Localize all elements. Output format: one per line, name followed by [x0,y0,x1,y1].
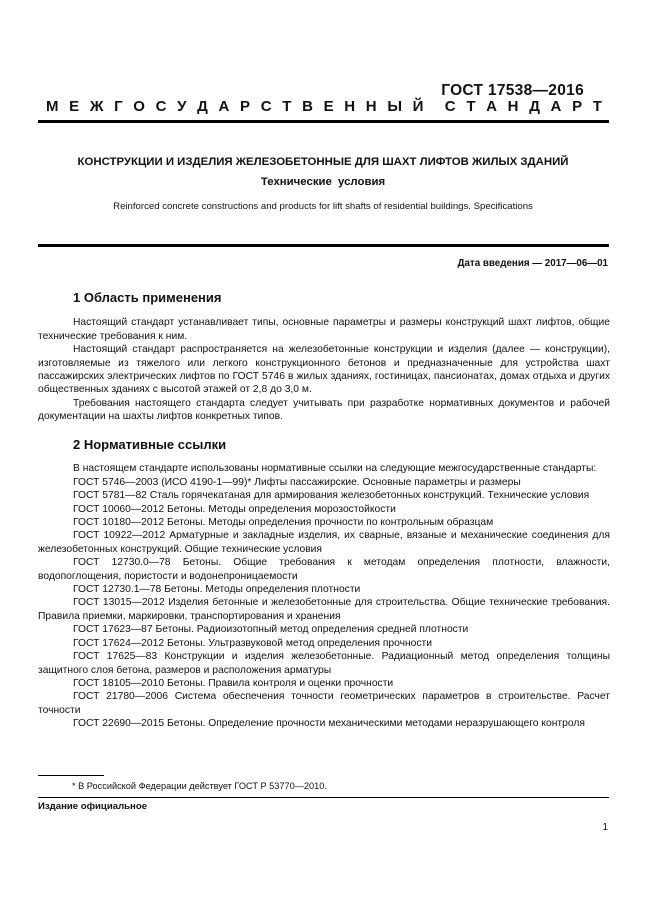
standard-code: ГОСТ 17538—2016 [441,82,584,99]
banner-letter: Т [592,98,602,115]
reference-item: ГОСТ 18105—2010 Бетоны. Правила контроля и оценки прочности [73,677,394,689]
reference-item: ГОСТ 12730.1—78 Бетоны. Методы определения плотности [73,584,361,596]
footer-rule [38,797,609,798]
banner-letter: Т [466,98,476,115]
introduction-date: Дата введения — 2017—06—01 [457,258,608,269]
reference-item: ГОСТ 17623—87 Бетоны. Радиоизотопный метод определения средней плотности [73,624,469,636]
banner-letter: А [550,98,562,115]
document-title: КОНСТРУКЦИИ И ИЗДЕЛИЯ ЖЕЛЕЗОБЕТОННЫЕ ДЛЯ ШАХТ ЛИФТОВ ЖИЛЫХ ЗДАНИЙ [77,156,569,168]
reference-item: ГОСТ 17625—83 Конструкции и изделия железобетонные. Радиационный метод определения толщины защитного слоя бетона, размеров и расположения арматуры [38,651,610,676]
reference-item: ГОСТ 17624—2012 Бетоны. Ультразвуковой метод определения прочности [73,637,433,649]
banner-letter: Н [344,98,356,115]
reference-item: ГОСТ 22690—2015 Бетоны. Определение прочности механическими методами неразрушающего контроля [73,718,585,730]
banner-letter: Ж [89,98,104,115]
banner-letter: С [444,98,456,115]
banner-letter: Р [572,98,583,115]
reference-item: ГОСТ 10180—2012 Бетоны. Методы определения прочности по контрольным образцам [73,517,494,529]
banner-letter: С [260,98,272,115]
section-2-intro: В настоящем стандарте использованы нормативные ссылки на следующие межгосударственные стандарты: [73,463,597,475]
reference-item: ГОСТ 21780—2006 Система обеспечения точности геометрических параметров в строительстве. Расчет точности [38,691,610,716]
footnote: * В Российской Федерации действует ГОСТ Р 53770—2010. [72,781,327,791]
banner-letter: Г [114,98,123,115]
banner-letter: Д [529,98,540,115]
banner-letter: Й [412,98,424,115]
section-2 [38,438,610,731]
banner-letter: Н [365,98,377,115]
banner-letter: М [46,98,59,115]
banner-letter: Ы [387,98,402,115]
reference-item: ГОСТ 12730.0—78 Бетоны. Общие требования к методам определения плотности, влажности, водопоглощения, пористости и водонепроницаемости [38,557,610,582]
reference-item: ГОСТ 10922—2012 Арматурные и закладные изделия, их сварные, вязаные и механические соединения для железобетонных конструкций. Общие технические условия [38,530,610,555]
reference-item: ГОСТ 5746—2003 (ИСО 4190-1—99)* Лифты пассажирские. Основные параметры и размеры [73,476,521,488]
section-1-heading: 1 Область применения [73,290,222,305]
banner-letter: В [302,98,313,115]
reference-item: ГОСТ 10060—2012 Бетоны. Методы определения морозостойкости [73,503,396,515]
document-title-english: Reinforced concrete constructions and products for lift shafts of residential buildings. Specifications [113,201,533,212]
title-rule [38,244,609,247]
banner-letter: С [155,98,167,115]
section-1-paragraph: Требования настоящего стандарта следует учитывать при разработке нормативных документов и рабочей документации на шахты лифтов конкретных типов. [38,397,610,423]
reference-list [38,476,610,731]
banner-letter: Е [69,98,80,115]
banner-letter: Т [282,98,292,115]
interstate-standard-banner [46,98,602,115]
banner-letter: А [486,98,497,115]
banner-letter: О [133,98,145,115]
section-1-paragraph: Настоящий стандарт устанавливает типы, основные параметры и размеры конструкций шахт лифтов, общие технические требования к ним. [38,317,610,342]
banner-letter: А [218,98,230,115]
banner-letter: Е [323,98,334,115]
reference-item: ГОСТ 13015—2012 Изделия бетонные и железобетонные для строительства. Общие технические требования. Правила приемки, маркировки, транспортирования и хранения [38,597,610,622]
page-number: 1 [602,822,608,833]
footnote-rule [38,775,104,776]
reference-item: ГОСТ 5781—82 Сталь горячекатаная для армирования железобетонных конструкций. Технические условия [73,490,590,502]
official-edition-label: Издание официальное [38,801,148,812]
banner-letter: Д [197,98,208,115]
section-2-heading: 2 Нормативные ссылки [73,437,227,452]
document-subtitle: Технические условия [260,176,386,188]
section-1-paragraph: Настоящий стандарт распространяется на железобетонные конструкции и изделия (далее — конструкции), изготовляемые из тяжелого или легкого конструкционного бетонов и предназначенные для устройства шахт пассажирских электрических лифтов по ГОСТ 5746 в жилых зданиях, гостиницах, пансионатах, домах отдыха и других общественных зданиях с высотой этажей от 2,8 до 3,0 м. [38,344,610,396]
section-1 [38,291,610,424]
banner-letter: Р [240,98,251,115]
banner-letter: У [177,98,187,115]
header-rule [38,120,609,123]
banner-letter: Н [507,98,519,115]
